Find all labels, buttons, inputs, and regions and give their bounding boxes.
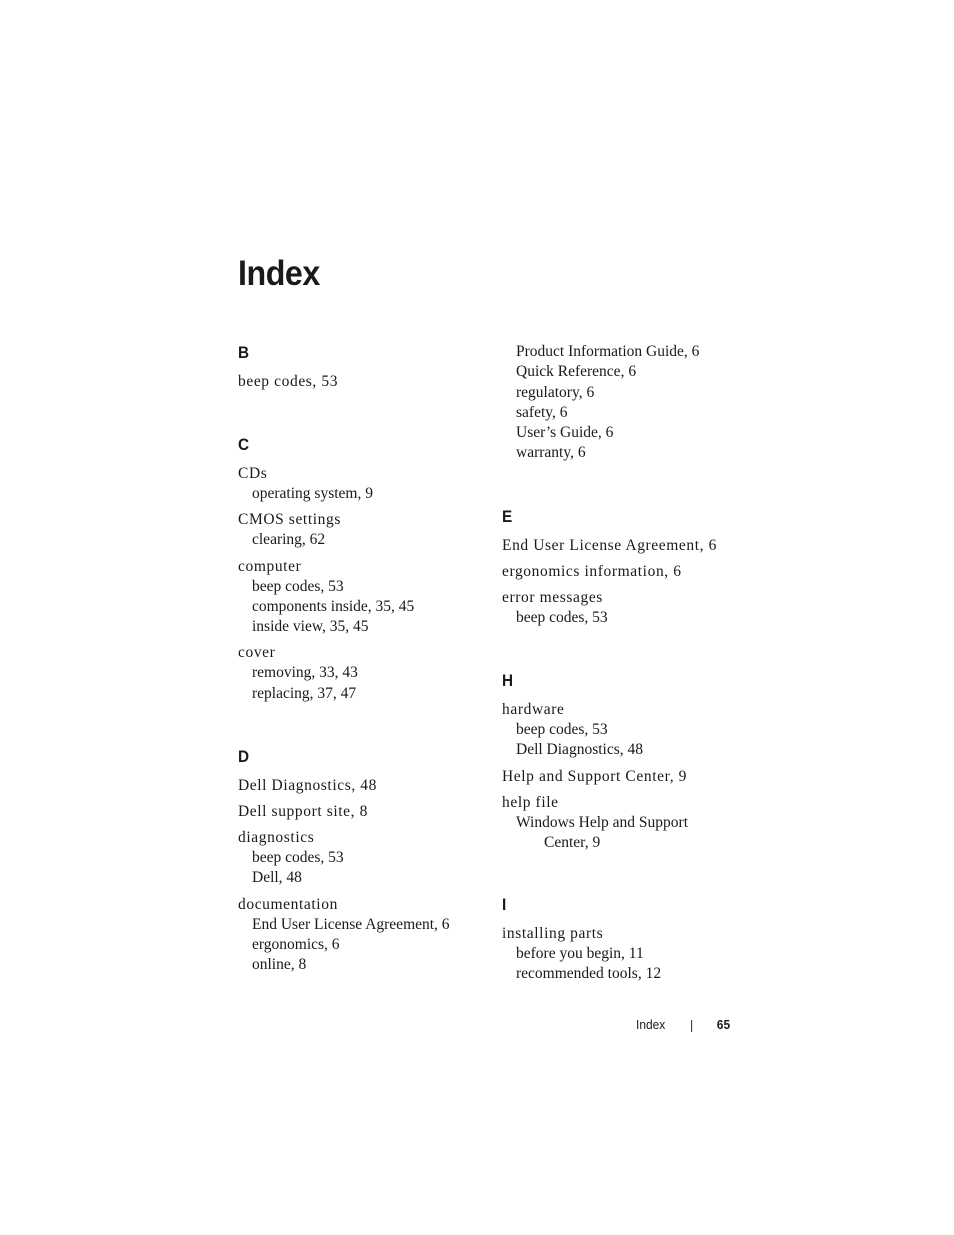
- index-subentry: warranty, 6: [516, 444, 586, 462]
- index-entry: Dell Diagnostics, 48: [238, 777, 377, 795]
- section-letter-h: H: [502, 671, 514, 691]
- index-subentry: Dell, 48: [252, 869, 302, 887]
- index-entry: End User License Agreement, 6: [502, 536, 717, 554]
- page-title: Index: [238, 254, 320, 293]
- index-subentry: components inside, 35, 45: [252, 597, 415, 615]
- section-letter-d: D: [238, 747, 250, 767]
- index-entry: Help and Support Center, 9: [502, 767, 688, 785]
- index-subentry: End User License Agreement, 6: [252, 915, 450, 933]
- index-entry: diagnostics: [238, 829, 315, 847]
- index-entry: ergonomics information, 6: [502, 562, 682, 580]
- index-entry: CDs: [238, 465, 268, 482]
- index-entry: CMOS settings: [238, 511, 341, 529]
- index-entry: hardware: [502, 701, 565, 719]
- index-subentry: Dell Diagnostics, 48: [516, 741, 643, 759]
- footer-label: Index: [636, 1016, 666, 1032]
- index-subentry: beep codes, 53: [516, 608, 608, 626]
- index-entry: help file: [502, 793, 559, 811]
- index-subentry-continued: Center, 9: [544, 833, 601, 851]
- footer-separator: [691, 1020, 692, 1032]
- index-entry: beep codes, 53: [238, 373, 339, 390]
- index-subentry: operating system, 9: [252, 485, 373, 502]
- index-subentry: Quick Reference, 6: [516, 363, 637, 381]
- index-subentry: inside view, 35, 45: [252, 618, 369, 636]
- index-subentry: removing, 33, 43: [252, 664, 358, 682]
- index-subentry: beep codes, 53: [252, 849, 344, 867]
- index-subentry: regulatory, 6: [516, 383, 595, 401]
- index-subentry: replacing, 37, 47: [252, 684, 357, 702]
- index-subentry: beep codes, 53: [516, 721, 608, 739]
- index-subentry: ergonomics, 6: [252, 935, 340, 953]
- section-letter-e: E: [502, 506, 513, 526]
- index-entry: cover: [238, 644, 276, 662]
- index-subentry: online, 8: [252, 956, 307, 974]
- index-column-left: [238, 342, 488, 976]
- index-subentry: Product Information Guide, 6: [516, 343, 700, 360]
- index-subentry: safety, 6: [516, 403, 568, 421]
- index-subentry: recommended tools, 12: [516, 965, 662, 983]
- index-entry: installing parts: [502, 924, 604, 942]
- index-entry: Dell support site, 8: [238, 803, 368, 821]
- index-subentry: clearing, 62: [252, 531, 326, 549]
- index-entry: computer: [238, 557, 302, 575]
- index-subentry: before you begin, 11: [516, 944, 644, 962]
- section-letter-i: I: [502, 894, 507, 914]
- section-letter-b: B: [238, 343, 250, 362]
- index-entry: error messages: [502, 588, 603, 606]
- index-subentry: Windows Help and Support: [516, 813, 689, 831]
- section-letter-c: C: [238, 435, 250, 454]
- index-column-right: [502, 342, 752, 985]
- index-subentry: User’s Guide, 6: [516, 424, 614, 442]
- page-footer: [636, 1014, 730, 1034]
- index-subentry: beep codes, 53: [252, 577, 344, 595]
- page-number: 65: [716, 1016, 731, 1032]
- index-entry: documentation: [238, 895, 338, 913]
